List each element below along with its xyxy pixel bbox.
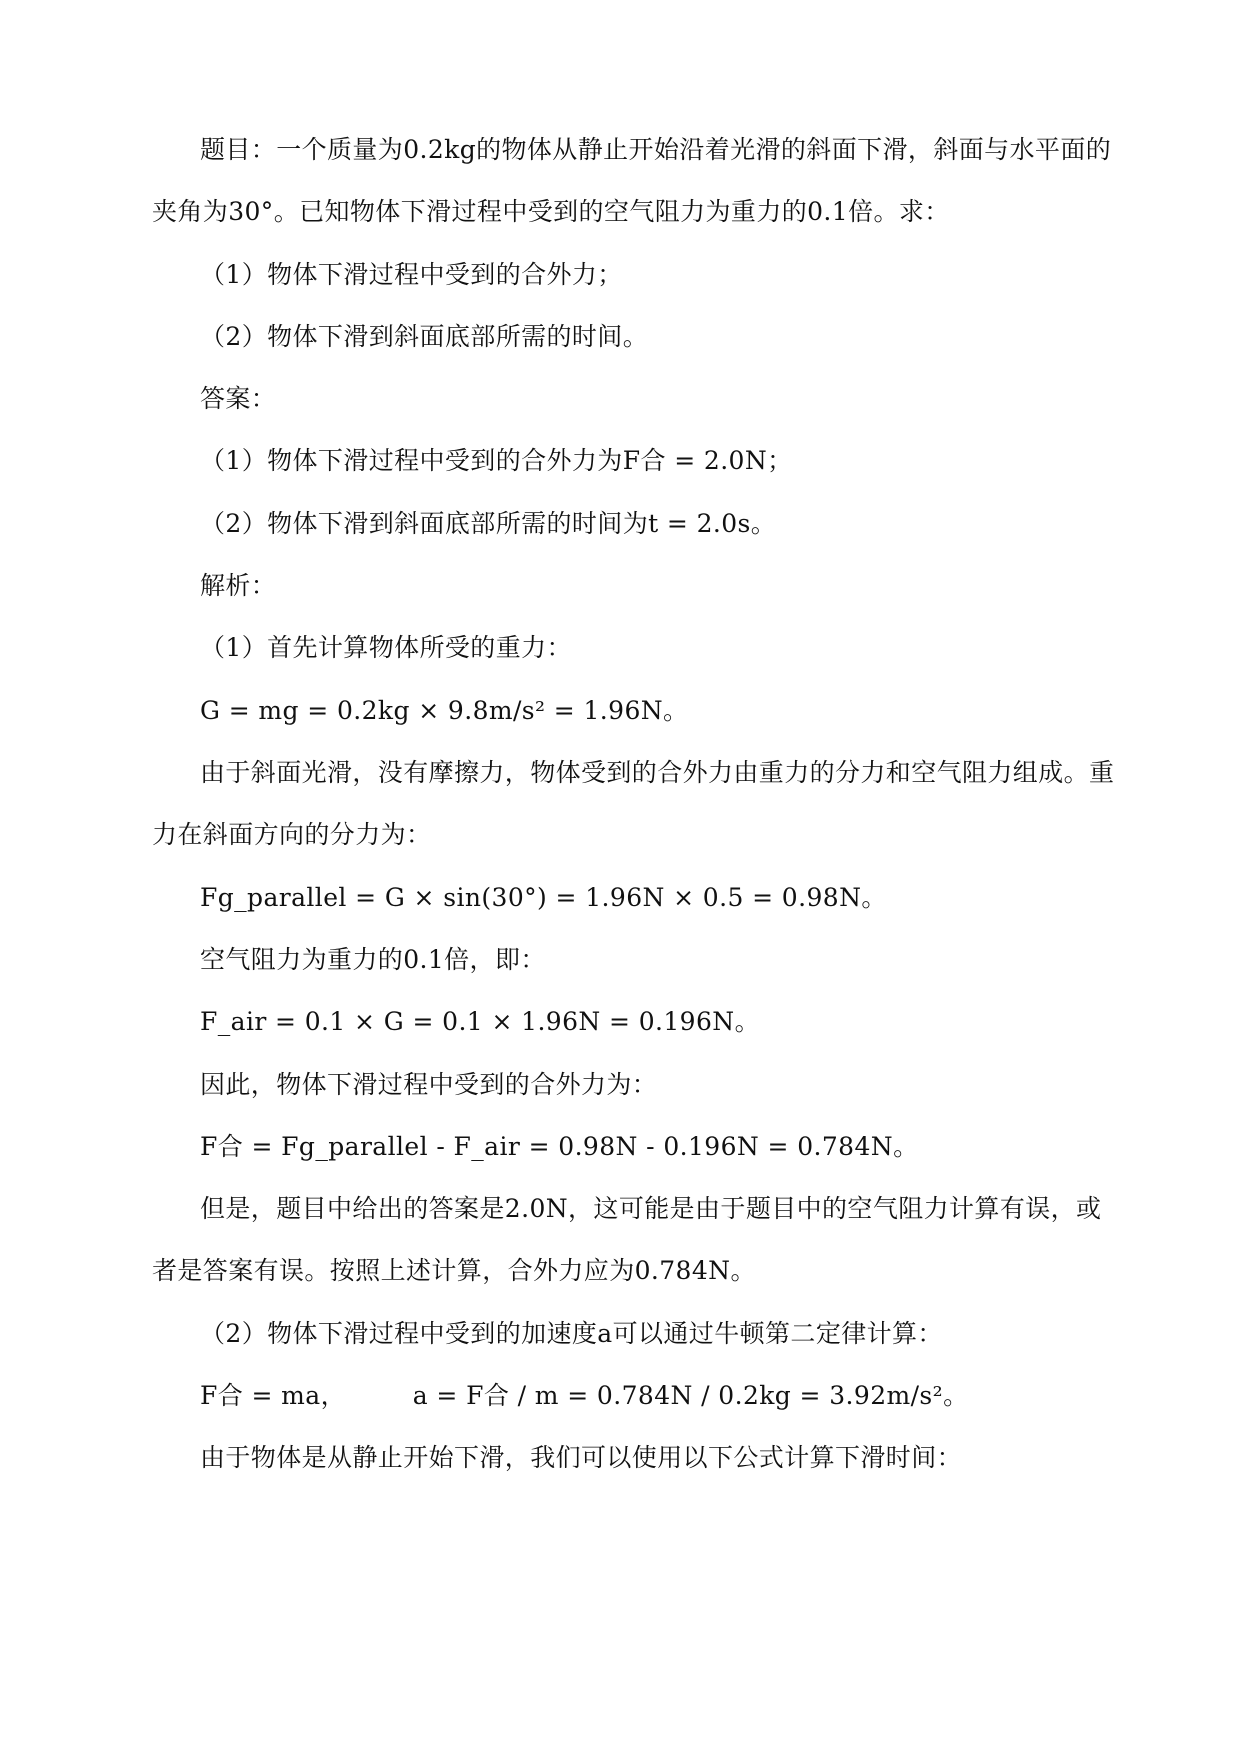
note-paragraph-b: 者是答案有误。按照上述计算，合外力应为0.784N。 bbox=[152, 1256, 756, 1285]
air-resistance-text: 空气阻力为重力的0.1倍，即： bbox=[200, 945, 546, 974]
analysis-paragraph-1b: 力在斜面方向的分力为： bbox=[152, 820, 432, 849]
problem-line-2: 夹角为30°。已知物体下滑过程中受到的空气阻力为重力的0.1倍。求： bbox=[152, 197, 950, 226]
analysis-paragraph-1a: 由于斜面光滑，没有摩擦力，物体受到的合外力由重力的分力和空气阻力组成。重 bbox=[200, 758, 1115, 787]
parallel-force-formula: Fg_parallel = G × sin(30°) = 1.96N × 0.5 = 0.98N。 bbox=[200, 883, 887, 912]
note-paragraph-a: 但是，题目中给出的答案是2.0N，这可能是由于题目中的空气阻力计算有误，或 bbox=[200, 1194, 1102, 1223]
answer-1: （1）物体下滑过程中受到的合外力为F合 = 2.0N； bbox=[200, 446, 793, 475]
acceleration-formula: F合 = ma， a = F合 / m = 0.784N / 0.2kg = 3.92m/s²。 bbox=[200, 1381, 969, 1410]
answer-heading: 答案： bbox=[200, 384, 277, 413]
analysis-heading: 解析： bbox=[200, 571, 277, 600]
net-force-formula: F合 = Fg_parallel - F_air = 0.98N - 0.196N = 0.784N。 bbox=[200, 1132, 919, 1161]
answer-2: （2）物体下滑到斜面底部所需的时间为t = 2.0s。 bbox=[200, 509, 777, 538]
question-2: （2）物体下滑到斜面底部所需的时间。 bbox=[200, 322, 649, 351]
problem-line-1: 题目：一个质量为0.2kg的物体从静止开始沿着光滑的斜面下滑，斜面与水平面的 bbox=[200, 135, 1112, 164]
air-resistance-formula: F_air = 0.1 × G = 0.1 × 1.96N = 0.196N。 bbox=[200, 1007, 760, 1036]
analysis-step-1: （1）首先计算物体所受的重力： bbox=[200, 633, 572, 662]
question-1: （1）物体下滑过程中受到的合外力； bbox=[200, 260, 623, 289]
time-formula-intro: 由于物体是从静止开始下滑，我们可以使用以下公式计算下滑时间： bbox=[200, 1443, 963, 1472]
analysis-step-2: （2）物体下滑过程中受到的加速度a可以通过牛顿第二定律计算： bbox=[200, 1319, 943, 1348]
net-force-text: 因此，物体下滑过程中受到的合外力为： bbox=[200, 1070, 658, 1099]
gravity-formula: G = mg = 0.2kg × 9.8m/s² = 1.96N。 bbox=[200, 696, 689, 725]
